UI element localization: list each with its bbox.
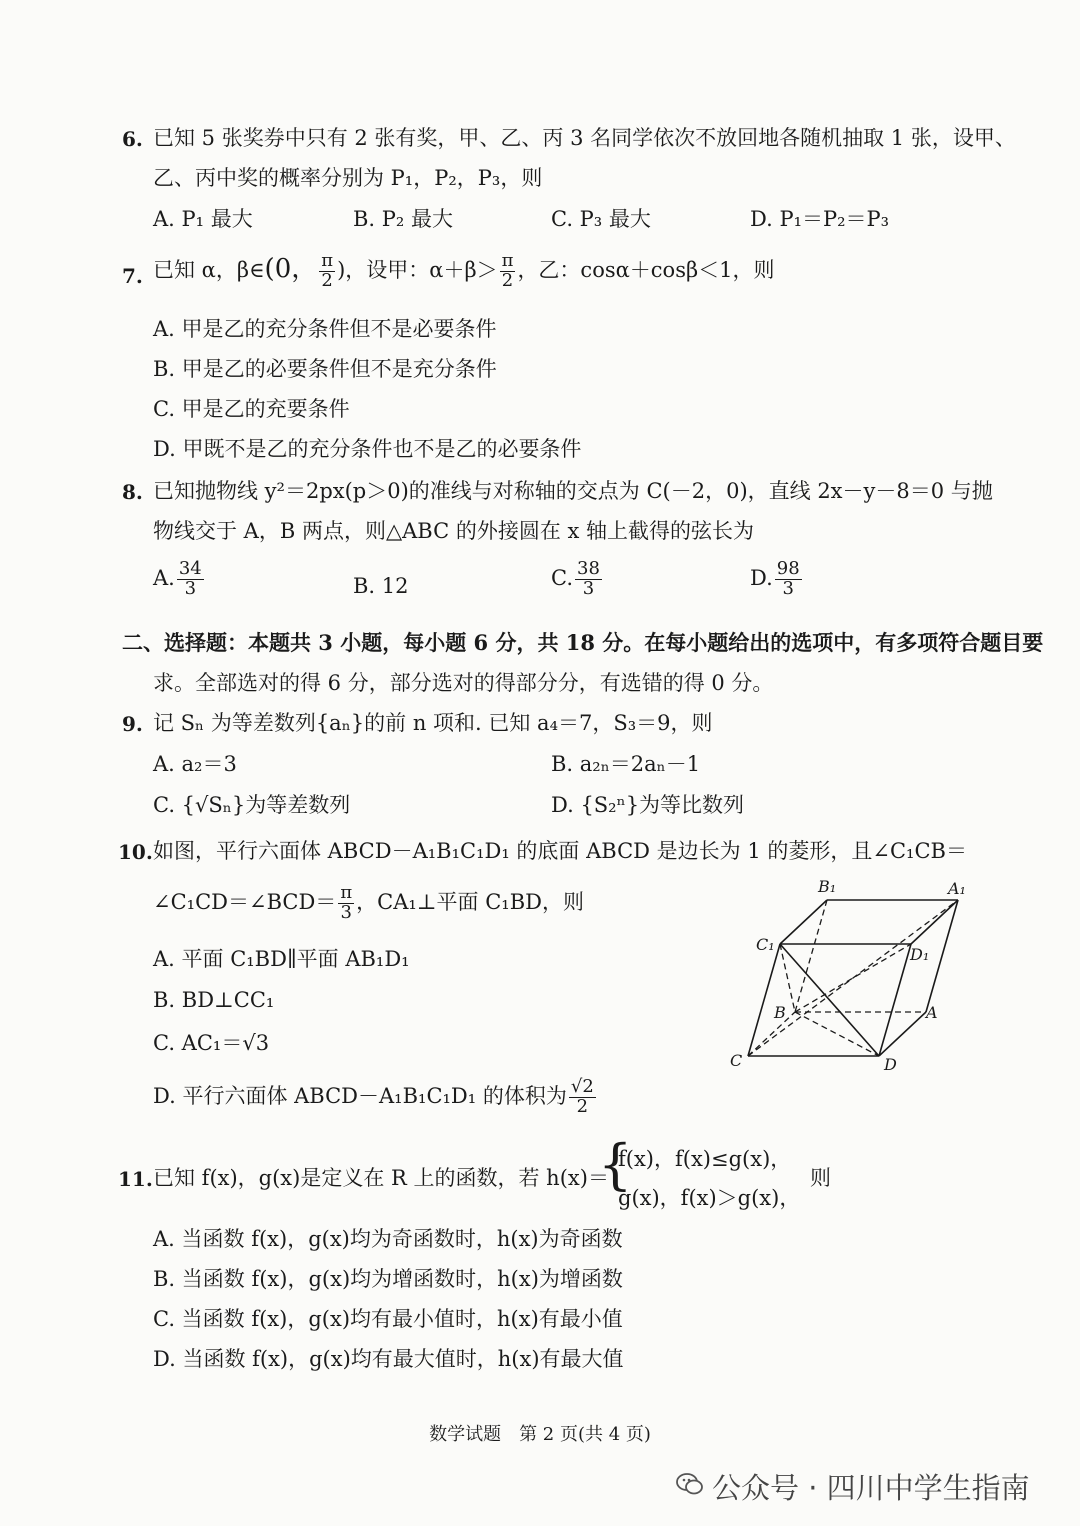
label-a: A: [926, 1003, 938, 1022]
edge-c1-b-hidden: [780, 944, 795, 1012]
question-8-option-d: [750, 560, 804, 599]
question-7-option-d: D. 甲既不是乙的充分条件也不是乙的必要条件: [153, 437, 582, 461]
question-7-stem-part-2: )，设甲：α＋β＞: [337, 257, 498, 282]
question-6-line-2: 乙、丙中奖的概率分别为 P₁，P₂，P₃，则: [153, 166, 543, 190]
edge-c-a1-hidden: [748, 900, 958, 1056]
question-8-option-d-label: D.: [750, 565, 773, 590]
question-7-fraction-1-num: π: [321, 250, 334, 271]
question-7-fraction-2-num: π: [501, 250, 514, 271]
label-d1: D₁: [910, 945, 930, 964]
question-10-option-d: [153, 1078, 598, 1117]
question-8-line-2: 物线交于 A，B 两点，则△ABC 的外接圆在 x 轴上截得的弦长为: [153, 519, 755, 543]
section-2-instructions: 求。全部选对的得 6 分，部分选对的得部分分，有选错的得 0 分。: [153, 671, 774, 695]
question-10-line-1: 如图，平行六面体 ABCD－A₁B₁C₁D₁ 的底面 ABCD 是边长为 1 的菱形，且∠C₁CB＝: [153, 839, 967, 863]
question-10-option-b: B. BD⊥CC₁: [153, 988, 275, 1012]
piecewise-case-1: f(x)，f(x)≤g(x)，: [618, 1147, 792, 1171]
label-c1: C₁: [756, 935, 775, 954]
question-7-fraction-1: [319, 252, 335, 291]
question-7-interval-open: (0，: [264, 253, 318, 284]
question-10-option-c: C. AC₁＝√3: [153, 1031, 270, 1055]
question-11-option-a: A. 当函数 f(x)，g(x)均为奇函数时，h(x)为奇函数: [153, 1227, 623, 1251]
question-7-option-b: B. 甲是乙的必要条件但不是充分条件: [153, 357, 497, 381]
question-8-option-a-num: 34: [178, 558, 202, 579]
question-8-option-c-fraction: [575, 560, 602, 599]
question-9-stem: 记 Sₙ 为等差数列{aₙ}的前 n 项和. 已知 a₄＝7，S₃＝9，则: [153, 711, 713, 735]
question-8-option-a-label: A.: [153, 565, 175, 590]
question-8-option-c-label: C.: [551, 565, 573, 590]
question-8-option-c-den: 3: [582, 577, 595, 599]
question-9-option-b: B. a₂ₙ＝2aₙ－1: [551, 752, 701, 776]
question-6-line-1: 已知 5 张奖券中只有 2 张有奖，甲、乙、丙 3 名同学依次不放回地各随机抽取 1 张，设甲、: [153, 126, 1016, 150]
question-8-option-d-den: 3: [782, 577, 794, 599]
question-10-option-d-den: 2: [576, 1095, 589, 1117]
question-11-stem-part-1: 已知 f(x)，g(x)是定义在 R 上的函数，若 h(x)＝: [153, 1166, 609, 1190]
piecewise-brace: {: [598, 1133, 633, 1196]
question-10-line-2-part-2: ，CA₁⊥平面 C₁BD，则: [356, 889, 584, 914]
parallelepiped-figure: [722, 872, 976, 1078]
question-9-option-c: C. {√Sₙ}为等差数列: [153, 793, 351, 817]
watermark-text: 公众号 · 四川中学生指南: [712, 1471, 1030, 1505]
question-11-option-b: B. 当函数 f(x)，g(x)均为增函数时，h(x)为增函数: [153, 1267, 623, 1291]
edge-c1-c: [748, 944, 780, 1056]
question-8-option-a-den: 3: [184, 577, 197, 599]
section-2-heading: 二、选择题：本题共 3 小题，每小题 6 分，共 18 分。在每小题给出的选项中，有多项符合题目要: [122, 630, 1044, 655]
label-b1: B₁: [818, 877, 837, 896]
question-9-option-d: D. {S₂ⁿ}为等比数列: [551, 793, 745, 817]
label-b: B: [774, 1003, 786, 1022]
question-6-option-a: A. P₁ 最大: [153, 207, 253, 231]
question-7-fraction-2: [500, 252, 516, 291]
question-6-option-c: C. P₃ 最大: [551, 207, 651, 231]
question-8-line-1: 已知抛物线 y²＝2px(p＞0)的准线与对称轴的交点为 C(－2，0)，直线 2x－y－8＝0 与抛: [153, 479, 993, 503]
question-7-option-a: A. 甲是乙的充分条件但不是必要条件: [153, 317, 497, 341]
question-7-stem: [153, 252, 774, 291]
question-number-10: 10.: [118, 840, 153, 864]
question-number-11: 11.: [118, 1167, 153, 1191]
question-10-line-2: [153, 884, 584, 923]
page-footer: 数学试题 第 2 页(共 4 页): [429, 1424, 651, 1445]
question-7-stem-part-3: ，乙：cosα＋cosβ＜1，则: [517, 257, 775, 282]
question-8-option-a-fraction: [177, 560, 204, 599]
question-6-option-d: D. P₁＝P₂＝P₃: [750, 207, 890, 231]
edge-a1-a: [926, 900, 958, 1012]
edge-c1-b1: [780, 900, 827, 944]
question-8-option-c: [551, 560, 604, 599]
question-10-fraction: [338, 884, 354, 923]
wechat-icon: [676, 1472, 704, 1496]
question-number-8: 8.: [122, 480, 143, 504]
edge-d1-d: [879, 944, 911, 1056]
question-8-option-a: [153, 560, 206, 599]
question-8-option-d-num: 98: [776, 558, 800, 579]
question-8-option-c-num: 38: [577, 558, 600, 579]
question-10-option-d-num: √2: [570, 1076, 594, 1097]
question-11-option-c: C. 当函数 f(x)，g(x)均有最小值时，h(x)有最小值: [153, 1307, 623, 1331]
question-9-option-a: A. a₂＝3: [153, 752, 237, 776]
question-6-option-b: B. P₂ 最大: [353, 207, 454, 231]
label-d: D: [884, 1055, 897, 1074]
question-number-6: 6.: [122, 127, 143, 151]
question-10-option-a: A. 平面 C₁BD∥平面 AB₁D₁: [153, 947, 410, 971]
question-number-7: 7.: [122, 264, 143, 288]
label-c: C: [730, 1051, 743, 1070]
question-7-fraction-1-den: 2: [321, 269, 333, 291]
piecewise-case-2: g(x)，f(x)＞g(x)，: [618, 1186, 801, 1210]
question-11-stem-part-2: 则: [810, 1166, 831, 1190]
edge-b1-b-hidden: [795, 900, 827, 1012]
question-10-option-d-text: D. 平行六面体 ABCD－A₁B₁C₁D₁ 的体积为: [153, 1083, 567, 1108]
question-7-fraction-2-den: 2: [501, 269, 514, 291]
question-8-option-b: B. 12: [353, 574, 409, 598]
question-10-fraction-den: 3: [340, 901, 352, 923]
question-8-option-d-fraction: [775, 560, 802, 599]
label-a1: A₁: [948, 879, 966, 898]
question-number-9: 9.: [122, 712, 143, 736]
question-7-option-c: C. 甲是乙的充要条件: [153, 397, 350, 421]
question-10-fraction-num: π: [340, 882, 353, 903]
edge-c1-d-diagonal: [780, 944, 879, 1056]
edge-b-d-hidden: [795, 1012, 879, 1056]
question-10-option-d-fraction: [569, 1078, 596, 1117]
question-7-stem-part-1: 已知 α，β∈: [153, 257, 265, 282]
question-10-line-2-part-1: ∠C₁CD＝∠BCD＝: [153, 889, 337, 914]
question-11-option-d: D. 当函数 f(x)，g(x)均有最大值时，h(x)有最大值: [153, 1347, 624, 1371]
